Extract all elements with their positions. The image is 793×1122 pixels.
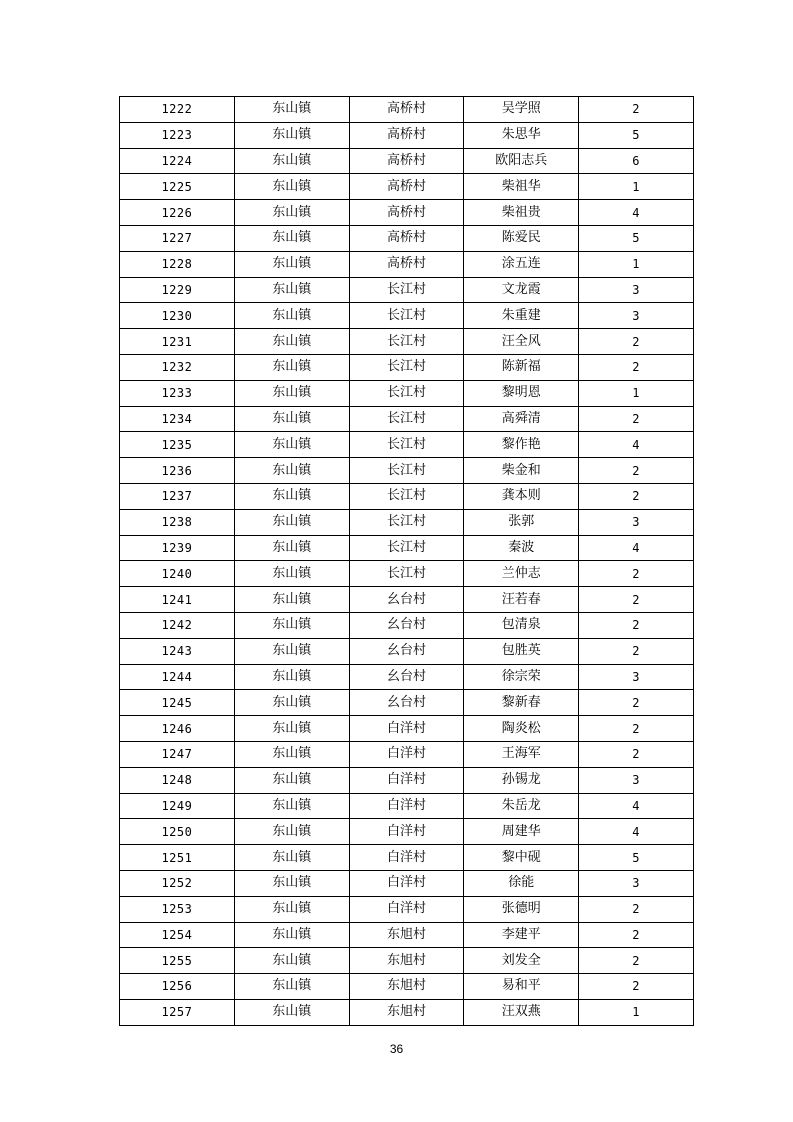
member-count-cell: 2 [579,612,694,638]
member-count-cell: 6 [579,148,694,174]
row-number-cell: 1242 [120,612,235,638]
village-cell: 长江村 [349,483,464,509]
row-number-cell: 1230 [120,303,235,329]
village-cell: 高桥村 [349,97,464,123]
table-row [120,225,694,251]
person-name-cell: 黎中砚 [464,845,579,871]
town-cell: 东山镇 [234,483,349,509]
person-name-cell: 黎新春 [464,690,579,716]
town-cell: 东山镇 [234,612,349,638]
town-cell: 东山镇 [234,870,349,896]
table-row [120,999,694,1025]
row-number-cell: 1247 [120,741,235,767]
row-number-cell: 1232 [120,354,235,380]
village-cell: 白洋村 [349,716,464,742]
row-number-cell: 1248 [120,767,235,793]
member-count-cell: 2 [579,922,694,948]
person-name-cell: 黎明恩 [464,380,579,406]
table-body [120,97,694,1026]
table-row [120,587,694,613]
row-number-cell: 1256 [120,974,235,1000]
row-number-cell: 1252 [120,870,235,896]
town-cell: 东山镇 [234,664,349,690]
member-count-cell: 1 [579,999,694,1025]
table-row [120,483,694,509]
table-row [120,380,694,406]
table-row [120,793,694,819]
person-name-cell: 柴祖贵 [464,200,579,226]
member-count-cell: 3 [579,303,694,329]
town-cell: 东山镇 [234,509,349,535]
row-number-cell: 1226 [120,200,235,226]
town-cell: 东山镇 [234,406,349,432]
town-cell: 东山镇 [234,354,349,380]
row-number-cell: 1240 [120,561,235,587]
town-cell: 东山镇 [234,329,349,355]
table-row [120,922,694,948]
table-row [120,148,694,174]
town-cell: 东山镇 [234,174,349,200]
person-name-cell: 陈爱民 [464,225,579,251]
household-table [119,96,694,1026]
member-count-cell: 5 [579,225,694,251]
row-number-cell: 1239 [120,535,235,561]
town-cell: 东山镇 [234,303,349,329]
row-number-cell: 1228 [120,251,235,277]
member-count-cell: 2 [579,561,694,587]
row-number-cell: 1227 [120,225,235,251]
town-cell: 东山镇 [234,561,349,587]
town-cell: 东山镇 [234,277,349,303]
person-name-cell: 易和平 [464,974,579,1000]
town-cell: 东山镇 [234,458,349,484]
table-row [120,638,694,664]
row-number-cell: 1245 [120,690,235,716]
town-cell: 东山镇 [234,97,349,123]
member-count-cell: 2 [579,716,694,742]
table-row [120,354,694,380]
person-name-cell: 包胜英 [464,638,579,664]
person-name-cell: 文龙霞 [464,277,579,303]
town-cell: 东山镇 [234,896,349,922]
town-cell: 东山镇 [234,974,349,1000]
village-cell: 东旭村 [349,999,464,1025]
person-name-cell: 陶炎松 [464,716,579,742]
village-cell: 白洋村 [349,870,464,896]
village-cell: 长江村 [349,380,464,406]
row-number-cell: 1222 [120,97,235,123]
member-count-cell: 3 [579,277,694,303]
table-row [120,251,694,277]
village-cell: 幺台村 [349,612,464,638]
member-count-cell: 2 [579,587,694,613]
village-cell: 长江村 [349,432,464,458]
member-count-cell: 2 [579,948,694,974]
person-name-cell: 刘发全 [464,948,579,974]
row-number-cell: 1225 [120,174,235,200]
page-number: 36 [389,1042,404,1056]
table-row [120,716,694,742]
village-cell: 高桥村 [349,148,464,174]
person-name-cell: 陈新福 [464,354,579,380]
table-row [120,535,694,561]
row-number-cell: 1249 [120,793,235,819]
member-count-cell: 2 [579,741,694,767]
table-row [120,896,694,922]
person-name-cell: 汪双燕 [464,999,579,1025]
person-name-cell: 吴学照 [464,97,579,123]
person-name-cell: 兰仲志 [464,561,579,587]
village-cell: 高桥村 [349,200,464,226]
table-row [120,303,694,329]
village-cell: 长江村 [349,406,464,432]
table-row [120,767,694,793]
member-count-cell: 5 [579,122,694,148]
town-cell: 东山镇 [234,148,349,174]
person-name-cell: 周建华 [464,819,579,845]
town-cell: 东山镇 [234,741,349,767]
town-cell: 东山镇 [234,948,349,974]
member-count-cell: 4 [579,432,694,458]
village-cell: 长江村 [349,535,464,561]
member-count-cell: 4 [579,819,694,845]
person-name-cell: 欧阳志兵 [464,148,579,174]
member-count-cell: 1 [579,174,694,200]
village-cell: 白洋村 [349,741,464,767]
table-row [120,329,694,355]
person-name-cell: 柴祖华 [464,174,579,200]
member-count-cell: 2 [579,458,694,484]
person-name-cell: 高舜清 [464,406,579,432]
village-cell: 白洋村 [349,845,464,871]
member-count-cell: 2 [579,406,694,432]
row-number-cell: 1254 [120,922,235,948]
town-cell: 东山镇 [234,690,349,716]
row-number-cell: 1224 [120,148,235,174]
member-count-cell: 2 [579,329,694,355]
village-cell: 白洋村 [349,896,464,922]
member-count-cell: 3 [579,870,694,896]
person-name-cell: 王海军 [464,741,579,767]
row-number-cell: 1235 [120,432,235,458]
person-name-cell: 黎作艳 [464,432,579,458]
table-row [120,974,694,1000]
town-cell: 东山镇 [234,716,349,742]
person-name-cell: 朱重建 [464,303,579,329]
village-cell: 长江村 [349,303,464,329]
row-number-cell: 1238 [120,509,235,535]
person-name-cell: 汪若春 [464,587,579,613]
village-cell: 幺台村 [349,690,464,716]
row-number-cell: 1241 [120,587,235,613]
table-row [120,948,694,974]
village-cell: 高桥村 [349,251,464,277]
person-name-cell: 徐能 [464,870,579,896]
village-cell: 长江村 [349,561,464,587]
member-count-cell: 1 [579,380,694,406]
table-row [120,174,694,200]
village-cell: 幺台村 [349,664,464,690]
person-name-cell: 孙锡龙 [464,767,579,793]
member-count-cell: 2 [579,690,694,716]
person-name-cell: 龚本则 [464,483,579,509]
member-count-cell: 5 [579,845,694,871]
town-cell: 东山镇 [234,845,349,871]
person-name-cell: 徐宗荣 [464,664,579,690]
row-number-cell: 1251 [120,845,235,871]
member-count-cell: 3 [579,767,694,793]
village-cell: 长江村 [349,509,464,535]
table-row [120,122,694,148]
village-cell: 长江村 [349,354,464,380]
table-row [120,432,694,458]
table-row [120,845,694,871]
town-cell: 东山镇 [234,819,349,845]
town-cell: 东山镇 [234,251,349,277]
row-number-cell: 1223 [120,122,235,148]
row-number-cell: 1243 [120,638,235,664]
table-row [120,277,694,303]
person-name-cell: 张德明 [464,896,579,922]
row-number-cell: 1231 [120,329,235,355]
row-number-cell: 1250 [120,819,235,845]
row-number-cell: 1233 [120,380,235,406]
row-number-cell: 1229 [120,277,235,303]
member-count-cell: 3 [579,664,694,690]
village-cell: 幺台村 [349,587,464,613]
town-cell: 东山镇 [234,432,349,458]
row-number-cell: 1236 [120,458,235,484]
row-number-cell: 1244 [120,664,235,690]
member-count-cell: 4 [579,535,694,561]
town-cell: 东山镇 [234,535,349,561]
member-count-cell: 2 [579,638,694,664]
table-row [120,664,694,690]
table-row [120,741,694,767]
member-count-cell: 4 [579,793,694,819]
member-count-cell: 2 [579,896,694,922]
table-row [120,97,694,123]
village-cell: 高桥村 [349,174,464,200]
village-cell: 幺台村 [349,638,464,664]
table-row [120,509,694,535]
member-count-cell: 2 [579,354,694,380]
village-cell: 东旭村 [349,974,464,1000]
table-row [120,870,694,896]
row-number-cell: 1257 [120,999,235,1025]
town-cell: 东山镇 [234,922,349,948]
village-cell: 东旭村 [349,948,464,974]
table-row [120,458,694,484]
row-number-cell: 1237 [120,483,235,509]
person-name-cell: 柴金和 [464,458,579,484]
row-number-cell: 1246 [120,716,235,742]
person-name-cell: 包清泉 [464,612,579,638]
table-row [120,690,694,716]
person-name-cell: 张郭 [464,509,579,535]
town-cell: 东山镇 [234,767,349,793]
member-count-cell: 2 [579,97,694,123]
town-cell: 东山镇 [234,638,349,664]
table-row [120,612,694,638]
person-name-cell: 李建平 [464,922,579,948]
village-cell: 白洋村 [349,793,464,819]
village-cell: 高桥村 [349,122,464,148]
row-number-cell: 1234 [120,406,235,432]
table-row [120,200,694,226]
town-cell: 东山镇 [234,200,349,226]
village-cell: 长江村 [349,329,464,355]
member-count-cell: 3 [579,509,694,535]
row-number-cell: 1255 [120,948,235,974]
village-cell: 长江村 [349,458,464,484]
town-cell: 东山镇 [234,380,349,406]
row-number-cell: 1253 [120,896,235,922]
table-row [120,819,694,845]
person-name-cell: 涂五连 [464,251,579,277]
village-cell: 白洋村 [349,819,464,845]
member-count-cell: 2 [579,974,694,1000]
person-name-cell: 汪全风 [464,329,579,355]
village-cell: 长江村 [349,277,464,303]
member-count-cell: 1 [579,251,694,277]
town-cell: 东山镇 [234,793,349,819]
member-count-cell: 4 [579,200,694,226]
town-cell: 东山镇 [234,122,349,148]
member-count-cell: 2 [579,483,694,509]
table-row [120,406,694,432]
person-name-cell: 朱思华 [464,122,579,148]
village-cell: 高桥村 [349,225,464,251]
town-cell: 东山镇 [234,225,349,251]
person-name-cell: 朱岳龙 [464,793,579,819]
town-cell: 东山镇 [234,587,349,613]
table-row [120,561,694,587]
village-cell: 白洋村 [349,767,464,793]
village-cell: 东旭村 [349,922,464,948]
person-name-cell: 秦波 [464,535,579,561]
town-cell: 东山镇 [234,999,349,1025]
